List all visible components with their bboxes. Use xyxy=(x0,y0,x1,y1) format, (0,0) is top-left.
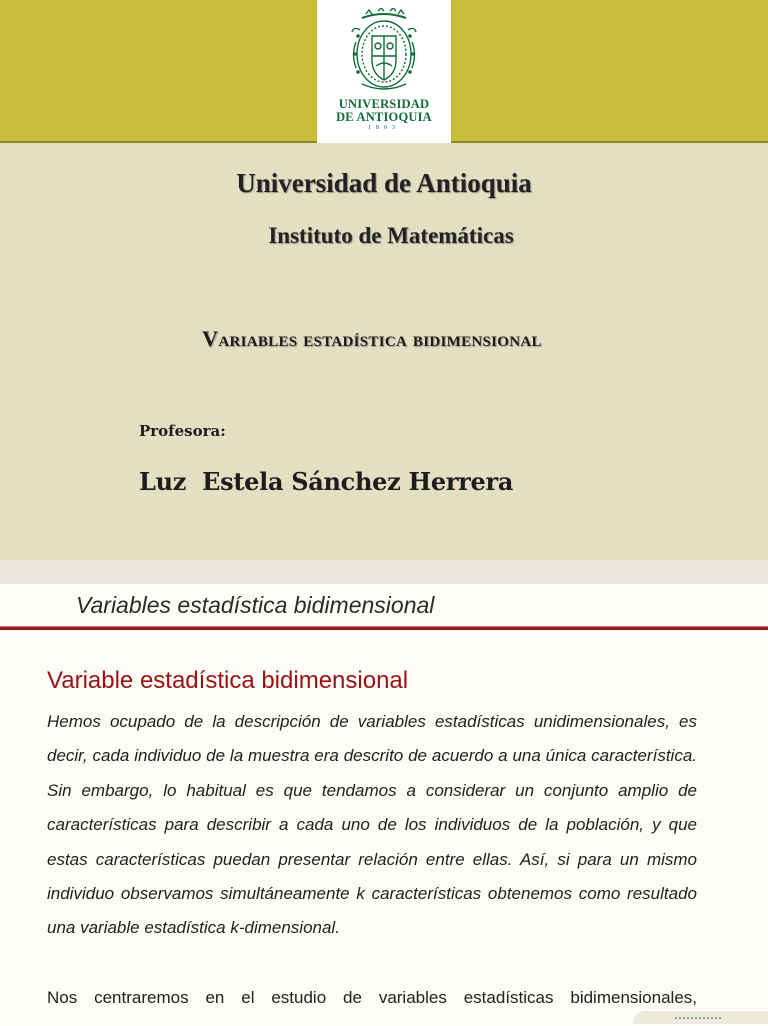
body-next-line: Nos centraremos en el estudio de variables estadísticas bidimensionales, xyxy=(47,988,697,1007)
institute-title: Instituto de Matemáticas xyxy=(268,223,514,248)
corner-logo-mark-icon xyxy=(675,1017,721,1026)
slide-header: Variables estadística bidimensional xyxy=(76,592,435,618)
logo-line-1: UNIVERSIDAD xyxy=(338,97,430,111)
slide-gap xyxy=(0,560,768,584)
professor-label: Profesora: xyxy=(139,422,226,440)
university-seal-icon xyxy=(348,8,420,94)
university-title: Universidad de Antioquia xyxy=(236,168,532,198)
corner-logo xyxy=(633,1011,768,1024)
header-band xyxy=(0,0,768,143)
header-divider xyxy=(0,626,768,630)
university-logo xyxy=(317,0,451,143)
section-title: Variable estadística bidimensional xyxy=(47,667,409,694)
slide-title: Variables estadística bidimensional xyxy=(202,326,542,351)
body-paragraph: Hemos ocupado de la descripción de variables estadísticas unidimensionales, es decir, cada individuo de la muestra era descrito de acuerdo a una única característica. Sin embargo, lo habitual es que tendamos a considerar un conjunto amplio de características para describir a cada uno de los individuos de la población, y que estas características puedan presentar relación entre ellas. Así, si para un mismo individuo observamos simultáneamente k características obtenemos como resultado una variable estadística k-dimensional. xyxy=(47,712,697,938)
content-slide xyxy=(0,584,768,1024)
professor-name: Luz Estela Sánchez Herrera xyxy=(139,467,514,496)
logo-year: 1803 xyxy=(368,125,400,131)
logo-line-2: DE ANTIOQUIA xyxy=(336,110,432,124)
